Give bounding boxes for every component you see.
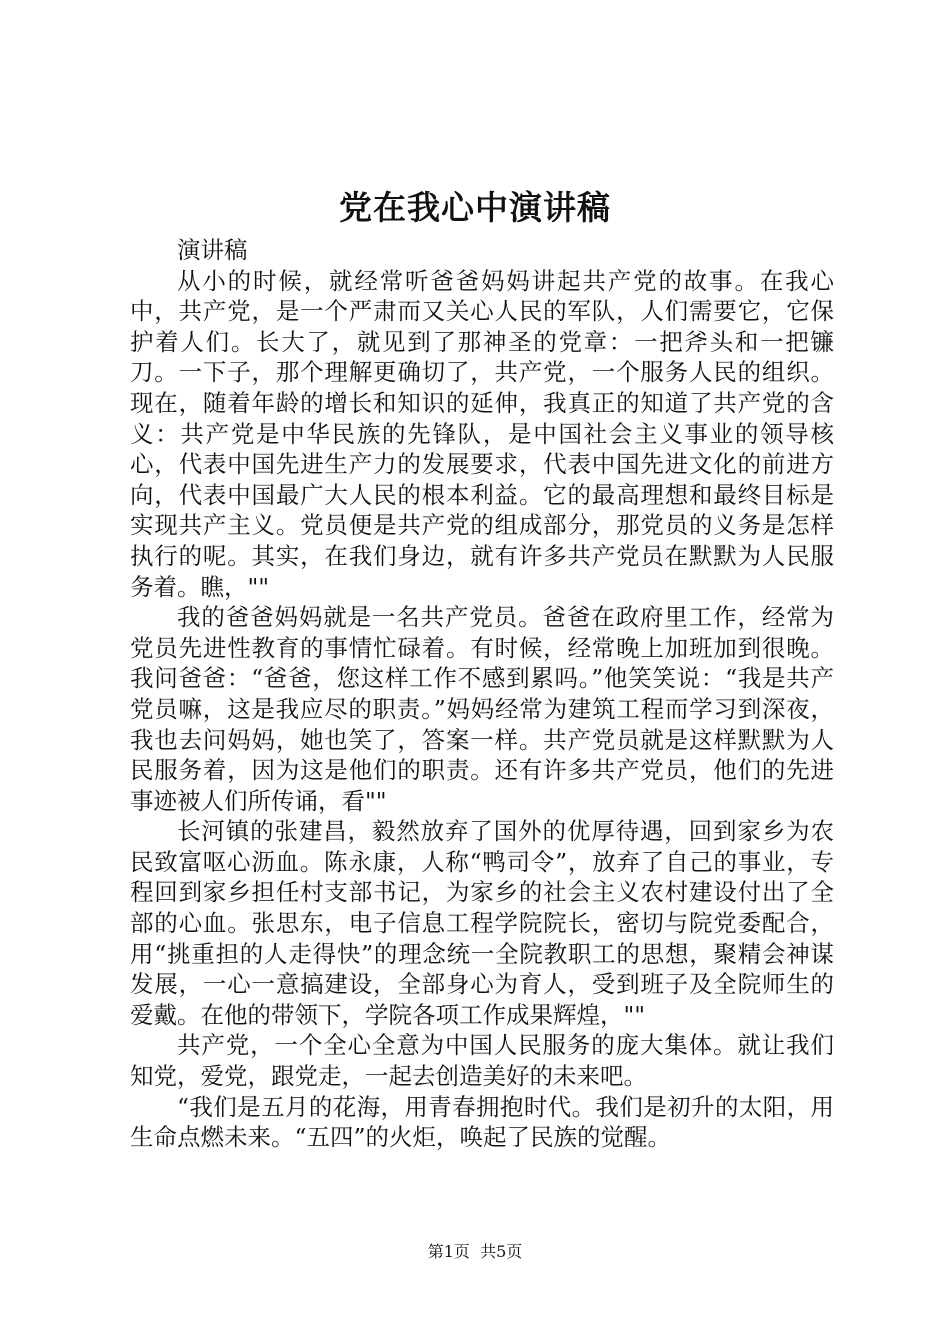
paragraph: 从小的时候，就经常听爸爸妈妈讲起共产党的故事。在我心中，共产党，是一个严肃而又关心人民的军队，人们需要它，它保护着人们。长大了，就见到了那神圣的党章：一把斧头和一把镰刀。一下子，那个理解更确切了，共产党，一个服务人民的组织。现在，随着年龄的增长和知识的延伸，我真正的知道了共产党的含义：共产党是中华民族的先锋队，是中国社会主义事业的领导核心，代表中国先进生产力的发展要求，代表中国先进文化的前进方向，代表中国最广大人民的根本利益。它的最高理想和最终目标是实现共产主义。党员便是共产党的组成部分，那党员的义务是怎样执行的呢。其实，在我们身边，就有许多共产党员在默默为人民服务着。瞧，"": [130, 266, 834, 601]
paragraph: 共产党，一个全心全意为中国人民服务的庞大集体。就让我们知党，爱党，跟党走，一起去创造美好的未来吧。: [130, 1031, 834, 1091]
paragraph-subtitle: 演讲稿: [177, 236, 248, 264]
document-body: [130, 235, 834, 1153]
page-number: 第1页: [427, 1242, 470, 1261]
page-footer: [0, 1242, 950, 1262]
paragraph: 我的爸爸妈妈就是一名共产党员。爸爸在政府里工作，经常为党员先进性教育的事情忙碌着。有时候，经常晚上加班加到很晚。我问爸爸：“爸爸，您这样工作不感到累吗。”他笑笑说：“我是共产党员嘛，这是我应尽的职责。”妈妈经常为建筑工程而学习到深夜，我也去问妈妈，她也笑了，答案一样。共产党员就是这样默默为人民服务着，因为这是他们的职责。还有许多共产党员，他们的先进事迹被人们所传诵，看"": [130, 603, 834, 815]
document-title: 党在我心中演讲稿: [339, 188, 611, 227]
paragraph: 长河镇的张建昌，毅然放弃了国外的优厚待遇，回到家乡为农民致富呕心沥血。陈永康，人称“鸭司令”，放弃了自己的事业，专程回到家乡担任村支部书记，为家乡的社会主义农村建设付出了全部的心血。张思东，电子信息工程学院院长，密切与院党委配合，用“挑重担的人走得快”的理念统一全院教职工的思想，聚精会神谋发展，一心一意搞建设，全部身心为育人，受到班子及全院师生的爱戴。在他的带领下，学院各项工作成果辉煌，"": [130, 817, 834, 1029]
page-total: 共5页: [480, 1242, 523, 1261]
paragraph: “我们是五月的花海，用青春拥抱时代。我们是初升的太阳，用生命点燃未来。“五四”的火炬，唤起了民族的觉醒。: [130, 1092, 834, 1152]
